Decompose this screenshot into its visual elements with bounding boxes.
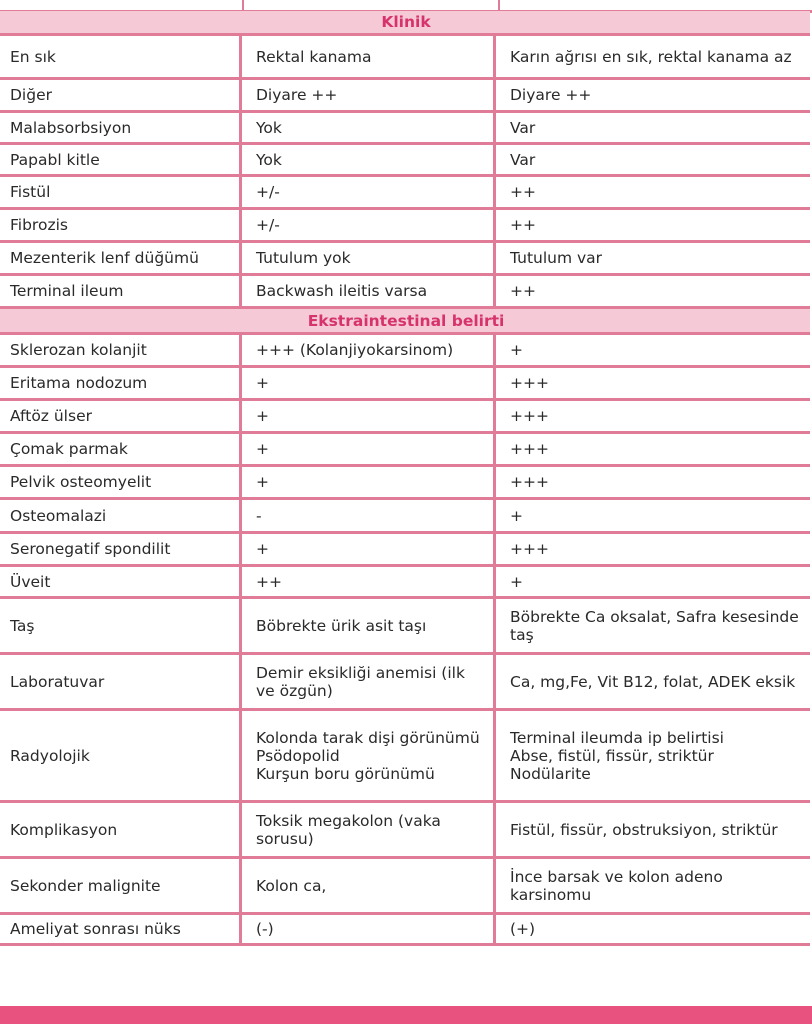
- table-row: [0, 243, 810, 276]
- row-label-cell: Ameliyat sonrası nüks: [0, 915, 242, 946]
- second-disease-cell: +: [496, 500, 810, 534]
- first-disease-cell: Demir eksikliği anemisi (ilk ve özgün): [242, 655, 496, 711]
- section-title: Ekstraintestinal belirti: [0, 309, 810, 335]
- table-row: [0, 145, 810, 177]
- row-label-cell: En sık: [0, 36, 242, 80]
- row-label-cell: Mezenterik lenf düğümü: [0, 243, 242, 276]
- second-disease-cell: +++: [496, 467, 810, 500]
- row-label-cell: Papabl kitle: [0, 145, 242, 177]
- first-disease-cell: +++ (Kolanjiyokarsinom): [242, 335, 496, 368]
- row-label-cell: Komplikasyon: [0, 803, 242, 859]
- second-disease-cell: ++: [496, 276, 810, 309]
- second-disease-cell: Diyare ++: [496, 80, 810, 113]
- row-label-cell: Diğer: [0, 80, 242, 113]
- table-row: [0, 655, 810, 711]
- first-disease-cell: +: [242, 368, 496, 401]
- second-disease-cell: Ca, mg,Fe, Vit B12, folat, ADEK eksik: [496, 655, 810, 711]
- first-disease-cell: Yok: [242, 113, 496, 145]
- second-disease-cell: +++: [496, 434, 810, 467]
- table-row: [0, 803, 810, 859]
- second-disease-cell: Var: [496, 145, 810, 177]
- table-row: [0, 401, 810, 434]
- table-row: [0, 210, 810, 243]
- table-row: [0, 534, 810, 567]
- table-row: [0, 113, 810, 145]
- second-disease-cell: +++: [496, 368, 810, 401]
- table-row: [0, 599, 810, 655]
- first-disease-cell: +: [242, 534, 496, 567]
- row-label-cell: Aftöz ülser: [0, 401, 242, 434]
- second-disease-cell: +: [496, 567, 810, 599]
- first-disease-cell: Tutulum yok: [242, 243, 496, 276]
- first-disease-cell: Rektal kanama: [242, 36, 496, 80]
- second-disease-cell: İnce barsak ve kolon adeno karsinomu: [496, 859, 810, 915]
- row-label-cell: Taş: [0, 599, 242, 655]
- first-disease-cell: Toksik megakolon (vaka sorusu): [242, 803, 496, 859]
- row-label-cell: Eritama nodozum: [0, 368, 242, 401]
- first-disease-cell: Yok: [242, 145, 496, 177]
- section-title: Klinik: [0, 11, 810, 36]
- table-row: [0, 434, 810, 467]
- table-row: [0, 915, 810, 946]
- table-body: [0, 11, 810, 946]
- row-label-cell: Malabsorbsiyon: [0, 113, 242, 145]
- second-disease-cell: Terminal ileumda ip belirtisi Abse, fistül, fissür, striktür Nodülarite: [496, 711, 810, 803]
- table-row: [0, 711, 810, 803]
- section-header-row: [0, 11, 810, 36]
- first-disease-cell: (-): [242, 915, 496, 946]
- table-row: [0, 276, 810, 309]
- second-disease-cell: Fistül, fissür, obstruksiyon, striktür: [496, 803, 810, 859]
- comparison-table: [0, 11, 810, 946]
- row-label-cell: Üveit: [0, 567, 242, 599]
- first-disease-cell: Kolon ca,: [242, 859, 496, 915]
- first-disease-cell: Kolonda tarak dişi görünümü Psödopolid Kurşun boru görünümü: [242, 711, 496, 803]
- row-label-cell: Pelvik osteomyelit: [0, 467, 242, 500]
- row-label-cell: Çomak parmak: [0, 434, 242, 467]
- first-disease-cell: +: [242, 434, 496, 467]
- row-label-cell: Seronegatif spondilit: [0, 534, 242, 567]
- row-label-cell: Laboratuvar: [0, 655, 242, 711]
- second-disease-cell: Tutulum var: [496, 243, 810, 276]
- second-disease-cell: Var: [496, 113, 810, 145]
- row-label-cell: Fibrozis: [0, 210, 242, 243]
- first-disease-cell: -: [242, 500, 496, 534]
- first-disease-cell: Backwash ileitis varsa: [242, 276, 496, 309]
- second-disease-cell: Karın ağrısı en sık, rektal kanama az: [496, 36, 810, 80]
- second-disease-cell: ++: [496, 177, 810, 210]
- second-disease-cell: Böbrekte Ca oksalat, Safra kesesinde taş: [496, 599, 810, 655]
- second-disease-cell: +: [496, 335, 810, 368]
- first-disease-cell: Diyare ++: [242, 80, 496, 113]
- first-disease-cell: +/-: [242, 210, 496, 243]
- second-disease-cell: +++: [496, 534, 810, 567]
- column-divider: [498, 0, 500, 10]
- table-row: [0, 36, 810, 80]
- first-disease-cell: +/-: [242, 177, 496, 210]
- second-disease-cell: ++: [496, 210, 810, 243]
- second-disease-cell: (+): [496, 915, 810, 946]
- table-row: [0, 177, 810, 210]
- row-label-cell: Fistül: [0, 177, 242, 210]
- row-label-cell: Sekonder malignite: [0, 859, 242, 915]
- row-label-cell: Radyolojik: [0, 711, 242, 803]
- first-disease-cell: +: [242, 467, 496, 500]
- column-divider: [242, 0, 244, 10]
- table-row: [0, 335, 810, 368]
- bottom-band: [0, 1006, 812, 1024]
- table-row: [0, 500, 810, 534]
- table-row: [0, 567, 810, 599]
- row-label-cell: Osteomalazi: [0, 500, 242, 534]
- first-disease-cell: +: [242, 401, 496, 434]
- first-disease-cell: Böbrekte ürik asit taşı: [242, 599, 496, 655]
- second-disease-cell: +++: [496, 401, 810, 434]
- section-header-row: [0, 309, 810, 335]
- table-row: [0, 467, 810, 500]
- table-row: [0, 859, 810, 915]
- row-label-cell: Terminal ileum: [0, 276, 242, 309]
- first-disease-cell: ++: [242, 567, 496, 599]
- table-row: [0, 80, 810, 113]
- table-row: [0, 368, 810, 401]
- row-label-cell: Sklerozan kolanjit: [0, 335, 242, 368]
